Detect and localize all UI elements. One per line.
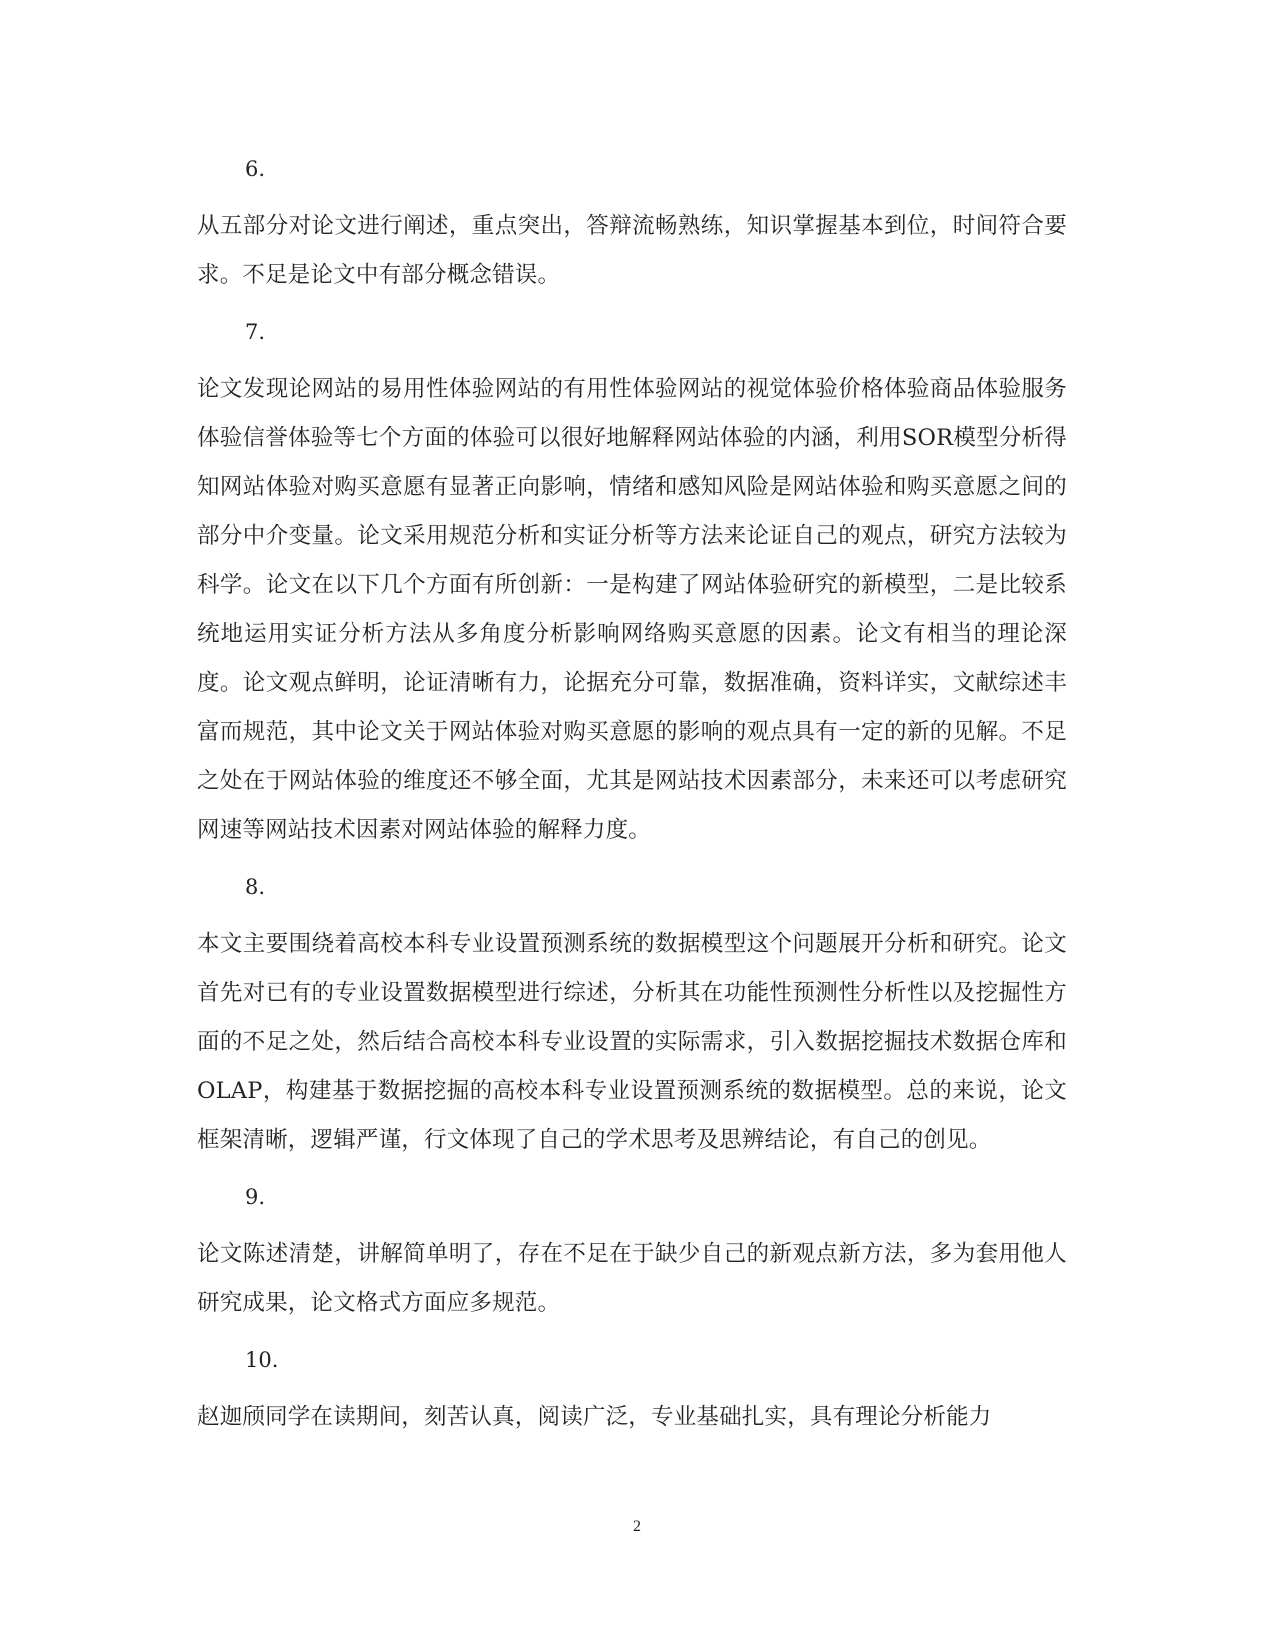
item-paragraph: 论文陈述清楚，讲解简单明了，存在不足在于缺少自己的新观点新方法，多为套用他人研究成果，论文格式方面应多规范。	[197, 1241, 1067, 1316]
item-paragraph: 本文主要围绕着高校本科专业设置预测系统的数据模型这个问题展开分析和研究。论文首先对已有的专业设置数据模型进行综述，分析其在功能性预测性分析性以及挖掘性方面的不足之处，然后结合高校本科专业设置的实际需求，引入数据挖掘技术数据仓库和OLAP，构建基于数据挖掘的高校本科专业设置预测系统的数据模型。总的来说，论文框架清晰，逻辑严谨，行文体现了自己的学术思考及思辨结论，有自己的创见。	[197, 931, 1067, 1153]
document-body	[197, 155, 1067, 1460]
item-paragraph: 从五部分对论文进行阐述，重点突出，答辩流畅熟练，知识掌握基本到位，时间符合要求。不足是论文中有部分概念错误。	[197, 213, 1067, 288]
item-number: 9.	[245, 1185, 266, 1209]
page-number: 2	[633, 1518, 641, 1535]
item-paragraph: 论文发现论网站的易用性体验网站的有用性体验网站的视觉体验价格体验商品体验服务体验信誉体验等七个方面的体验可以很好地解释网站体验的内涵，利用SOR模型分析得知网站体验对购买意愿有显著正向影响，情绪和感知风险是网站体验和购买意愿之间的部分中介变量。论文采用规范分析和实证分析等方法来论证自己的观点，研究方法较为科学。论文在以下几个方面有所创新：一是构建了网站体验研究的新模型，二是比较系统地运用实证分析方法从多角度分析影响网络购买意愿的因素。论文有相当的理论深度。论文观点鲜明，论证清晰有力，论据充分可靠，数据准确，资料详实，文献综述丰富而规范，其中论文关于网站体验对购买意愿的影响的观点具有一定的新的见解。不足之处在于网站体验的维度还不够全面，尤其是网站技术因素部分，未来还可以考虑研究网速等网站技术因素对网站体验的解释力度。	[197, 376, 1067, 843]
item-number: 7.	[245, 320, 266, 344]
item-number: 6.	[245, 157, 266, 181]
item-paragraph: 赵迦颀同学在读期间，刻苦认真，阅读广泛，专业基础扎实，具有理论分析能力	[197, 1404, 992, 1430]
item-number: 8.	[245, 875, 266, 899]
item-number: 10.	[245, 1348, 279, 1372]
